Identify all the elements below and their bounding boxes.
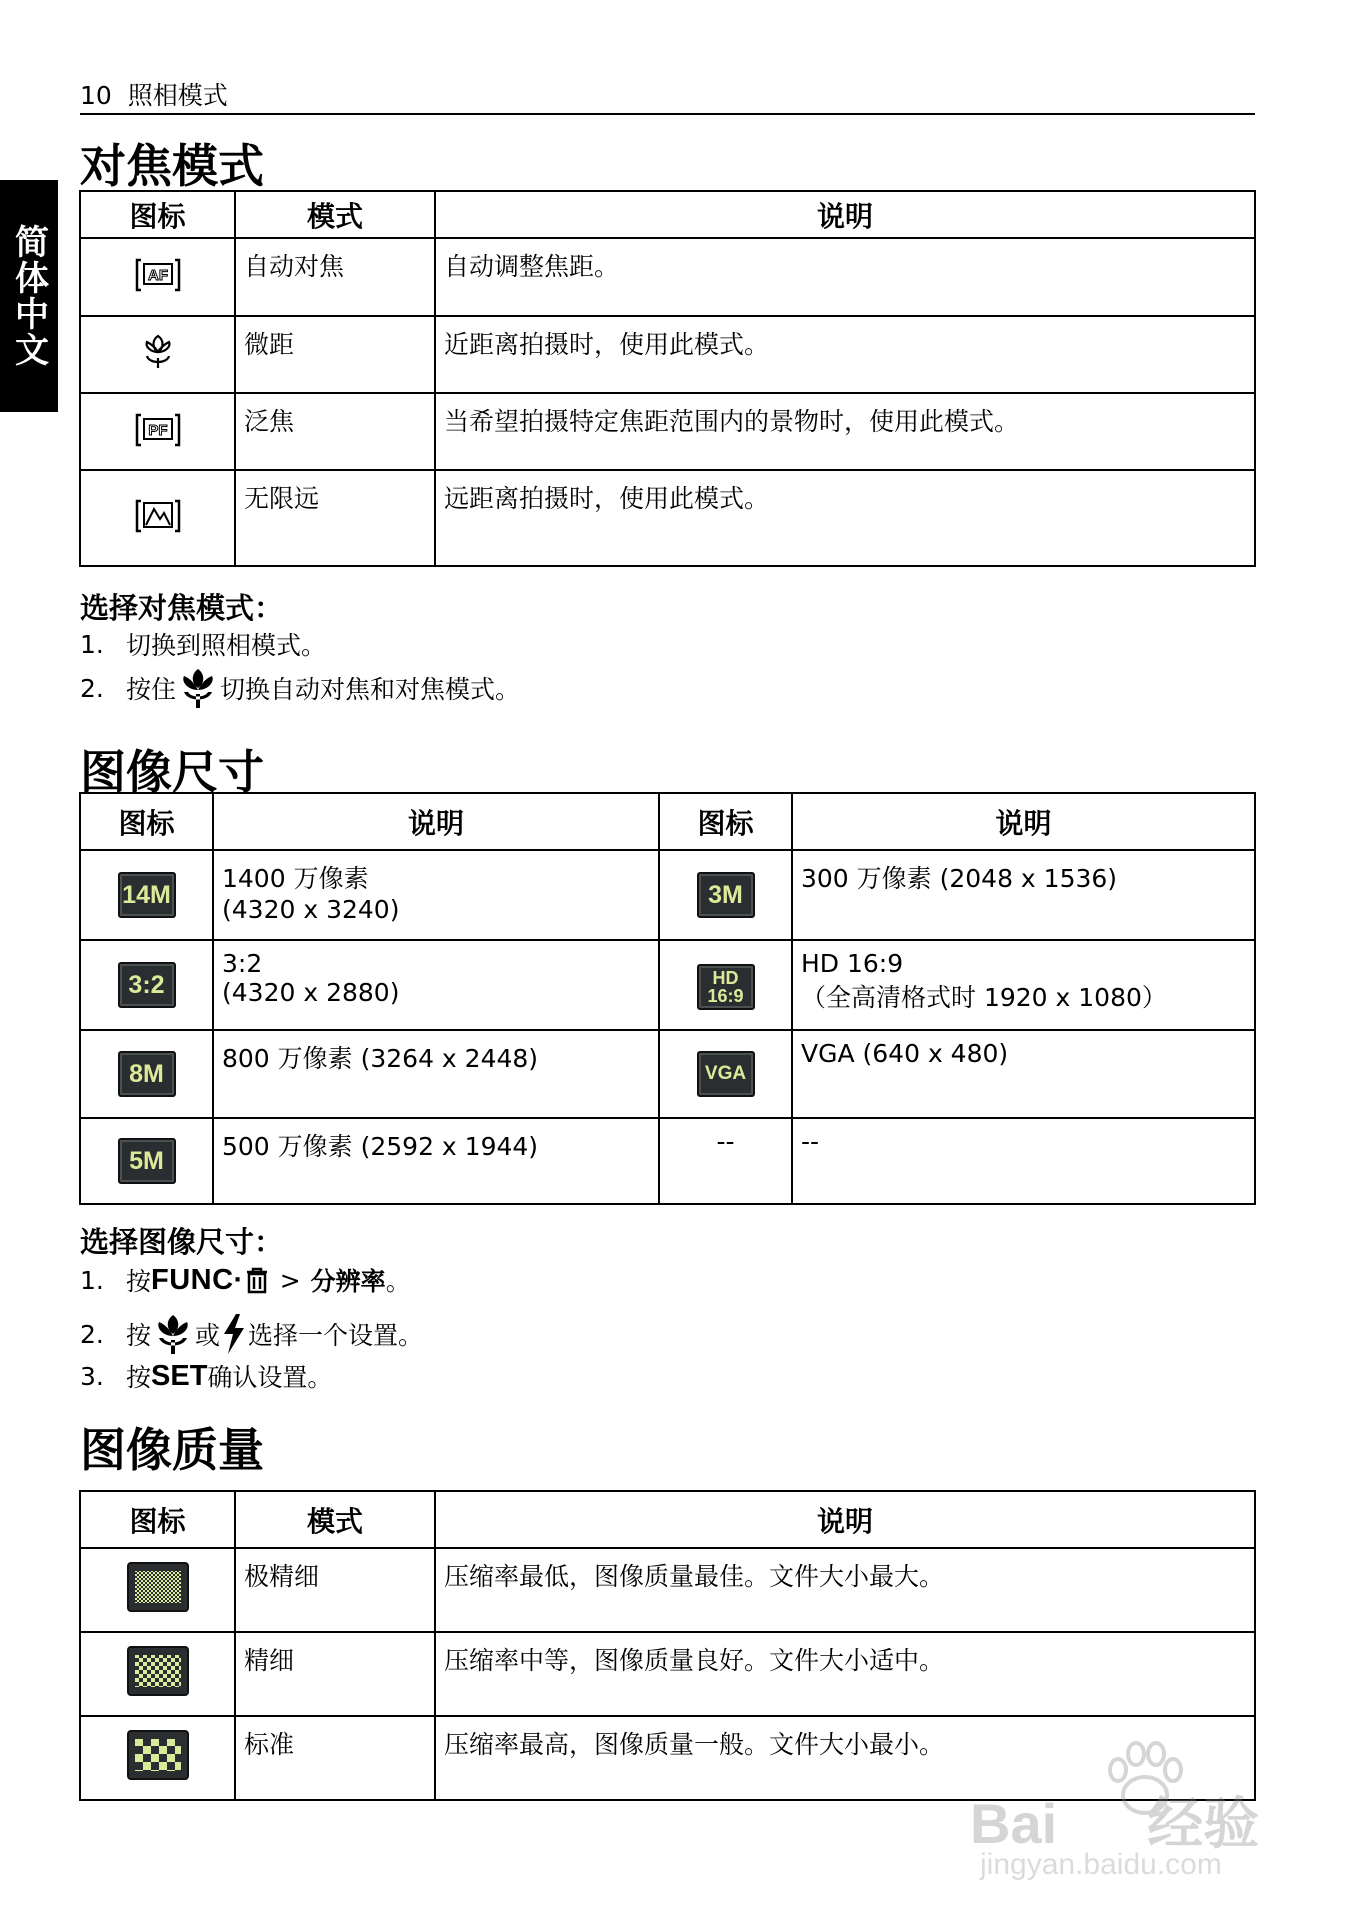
focus-section-title: 对焦模式 xyxy=(80,139,264,193)
desc-cell: HD 16:9 （全高清格式时 1920 x 1080） xyxy=(792,940,1255,1030)
page-header xyxy=(80,76,228,112)
icon-cell xyxy=(80,940,213,1030)
af-icon xyxy=(135,252,181,296)
chapter-title: 照相模式 xyxy=(127,81,228,110)
trash-icon xyxy=(244,1266,270,1294)
col-header: 说明 xyxy=(213,793,659,850)
table-row xyxy=(80,470,1255,566)
macro-button-icon xyxy=(176,666,220,710)
icon-cell xyxy=(80,238,235,316)
table-header-row xyxy=(80,191,1255,238)
pan-focus-icon xyxy=(135,407,181,451)
desc-cell: 压缩率中等，图像质量良好。文件大小适中。 xyxy=(435,1632,1255,1716)
desc-cell: 压缩率最低，图像质量最佳。文件大小最大。 xyxy=(435,1548,1255,1632)
icon-cell xyxy=(80,1548,235,1632)
desc-cell: -- xyxy=(792,1118,1255,1204)
col-header: 图标 xyxy=(80,191,235,238)
mode-cell: 无限远 xyxy=(235,470,435,566)
size-step-3: 3. 按 SET 确认设置。 xyxy=(80,1359,333,1392)
mode-cell: 泛焦 xyxy=(235,393,435,470)
resolution-3m-icon: 3M xyxy=(697,872,755,918)
table-row xyxy=(80,393,1255,470)
svg-text:AF: AF xyxy=(147,267,168,284)
set-button-label: SET xyxy=(151,1359,208,1392)
mode-cell: 标准 xyxy=(235,1716,435,1800)
resolution-3-2-icon: 3:2 xyxy=(118,962,176,1008)
page-number: 10 xyxy=(80,81,112,110)
resolution-5m-icon: 5M xyxy=(118,1138,176,1184)
col-header: 图标 xyxy=(80,793,213,850)
desc-cell: VGA (640 x 480) xyxy=(792,1030,1255,1118)
header-divider xyxy=(80,113,1255,115)
col-header: 说明 xyxy=(792,793,1255,850)
resolution-14m-icon: 14M xyxy=(118,872,176,918)
mode-cell: 精细 xyxy=(235,1632,435,1716)
desc-cell: 1400 万像素 (4320 x 3240) xyxy=(213,850,659,940)
focus-table xyxy=(79,190,1256,567)
table-row xyxy=(80,316,1255,393)
func-button-label: FUNC· xyxy=(151,1263,244,1296)
icon-cell: -- xyxy=(659,1118,792,1204)
col-header: 说明 xyxy=(435,1491,1255,1548)
baidu-watermark xyxy=(970,1740,1290,1890)
size-step-1: 1. 按 FUNC· > 分辨率 。 xyxy=(80,1263,411,1296)
icon-cell xyxy=(80,1632,235,1716)
desc-cell: 压缩率最高，图像质量一般。文件大小最小。 xyxy=(435,1716,1255,1800)
col-header: 模式 xyxy=(235,191,435,238)
macro-button-icon xyxy=(151,1312,195,1356)
svg-text:PF: PF xyxy=(147,421,168,439)
focus-step-1: 1. 切换到照相模式。 xyxy=(80,629,327,660)
resolution-hd-icon: HD 16:9 xyxy=(697,964,755,1010)
size-table xyxy=(79,792,1256,1205)
icon-cell xyxy=(80,850,213,940)
resolution-vga-icon: VGA xyxy=(697,1051,755,1097)
col-header: 模式 xyxy=(235,1491,435,1548)
mode-cell: 微距 xyxy=(235,316,435,393)
size-section-title: 图像尺寸 xyxy=(80,745,264,799)
desc-cell: 远距离拍摄时，使用此模式。 xyxy=(435,470,1255,566)
desc-cell: 300 万像素 (2048 x 1536) xyxy=(792,850,1255,940)
desc-cell: 500 万像素 (2592 x 1944) xyxy=(213,1118,659,1204)
desc-cell: 800 万像素 (3264 x 2448) xyxy=(213,1030,659,1118)
table-row xyxy=(80,1548,1255,1632)
col-header: 说明 xyxy=(435,191,1255,238)
super-fine-icon xyxy=(127,1562,189,1612)
col-header: 图标 xyxy=(659,793,792,850)
watermark-url: jingyan.baidu.com xyxy=(980,1848,1222,1881)
mode-cell: 自动对焦 xyxy=(235,238,435,316)
mode-cell: 极精细 xyxy=(235,1548,435,1632)
icon-cell xyxy=(80,393,235,470)
normal-icon xyxy=(127,1730,189,1780)
desc-cell: 近距离拍摄时，使用此模式。 xyxy=(435,316,1255,393)
table-header-row xyxy=(80,1491,1255,1548)
icon-cell xyxy=(659,940,792,1030)
table-row xyxy=(80,238,1255,316)
size-select-title: 选择图像尺寸： xyxy=(80,1225,284,1259)
desc-cell: 自动调整焦距。 xyxy=(435,238,1255,316)
watermark-brand: Bai xyxy=(970,1792,1058,1855)
focus-select-title: 选择对焦模式： xyxy=(80,591,284,625)
icon-cell xyxy=(80,1716,235,1800)
table-row xyxy=(80,940,1255,1030)
macro-icon xyxy=(135,330,181,374)
icon-cell xyxy=(659,1030,792,1118)
col-header: 图标 xyxy=(80,1491,235,1548)
resolution-8m-icon: 8M xyxy=(118,1051,176,1097)
icon-cell xyxy=(80,1118,213,1204)
watermark-brand-cn: 经验 xyxy=(1147,1792,1260,1855)
desc-cell: 3:2 (4320 x 2880) xyxy=(213,940,659,1030)
icon-cell xyxy=(80,1030,213,1118)
table-header-row xyxy=(80,793,1255,850)
table-row xyxy=(80,1118,1255,1204)
infinity-icon xyxy=(135,493,181,537)
quality-section-title: 图像质量 xyxy=(80,1423,264,1477)
icon-cell xyxy=(80,316,235,393)
icon-cell xyxy=(80,470,235,566)
fine-icon xyxy=(127,1646,189,1696)
table-row xyxy=(80,850,1255,940)
flash-button-icon xyxy=(220,1312,248,1356)
table-row xyxy=(80,1030,1255,1118)
language-tab: 简体中文 xyxy=(0,180,58,412)
size-step-2: 2. 按 或 选择一个设置。 xyxy=(80,1312,423,1356)
icon-cell xyxy=(659,850,792,940)
focus-step-2: 2. 按住 切换自动对焦和对焦模式。 xyxy=(80,666,520,710)
desc-cell: 当希望拍摄特定焦距范围内的景物时，使用此模式。 xyxy=(435,393,1255,470)
table-row xyxy=(80,1632,1255,1716)
